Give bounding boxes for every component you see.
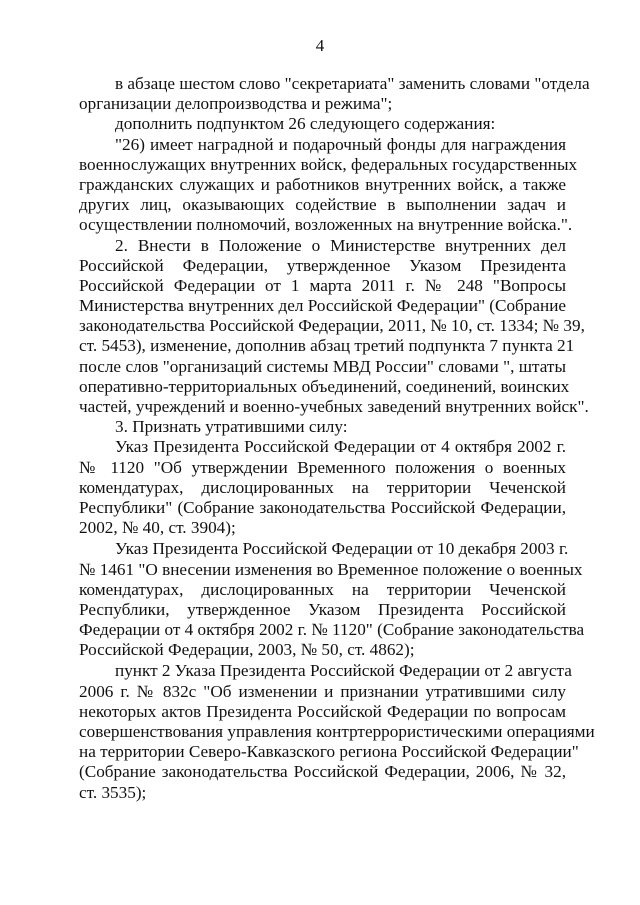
paragraph-ukaz-1120 — [79, 437, 566, 538]
text-line: пункт 2 Указа Президента Российской Федерации от 2 августа — [115, 661, 572, 681]
text-line: Министерства внутренних дел Российской Федерации" (Собрание — [79, 296, 567, 316]
text-line: комендатурах, дислоцированных на территории Чеченской — [79, 477, 566, 497]
paragraph-punkt-3 — [79, 417, 566, 437]
text-line: некоторых актов Президента Российской Федерации по вопросам — [79, 701, 566, 721]
page-number: 4 — [315, 36, 325, 55]
text-line: на территории Северо-Кавказского региона Российской Федерации" — [79, 742, 579, 762]
text-line: ст. 3535); — [79, 782, 147, 802]
paragraph-dopolnit-podpunktom — [79, 114, 566, 134]
text-line: оперативно-территориальных объединений, соединений, воинских — [79, 376, 570, 396]
text-line: № 1120 "Об утверждении Временного положения о военных — [79, 457, 566, 477]
text-line: частей, учреждений и военно-учебных заведений внутренних войск". — [79, 397, 589, 416]
text-line: 2. Внести в Положение о Министерстве внутренних дел — [115, 235, 566, 255]
paragraph-ukaz-1461 — [79, 539, 585, 660]
text-line: организации делопроизводства и режима"; — [79, 94, 393, 114]
paragraph-punkt-2 — [79, 235, 589, 418]
text-line: ст. 5453), изменение, дополнив абзац третий подпункта 7 пункта 21 — [79, 336, 575, 356]
text-line: Федерации от 4 октября 2002 г. № 1120" (Собрание законодательства — [79, 620, 585, 640]
text-line: Республики" (Собрание законодательства Российской Федерации, — [79, 497, 566, 517]
text-line: других лиц, оказывающих содействие в выполнении задач и — [79, 195, 566, 215]
text-line: Указ Президента Российской Федерации от 4 октября 2002 г. — [115, 437, 566, 457]
text-line: Российской Федерации от 1 марта 2011 г. № 248 "Вопросы — [79, 275, 566, 295]
document-body — [79, 74, 595, 803]
text-line: в абзаце шестом слово "секретариата" заменить словами "отдела — [115, 74, 590, 93]
paragraph-podpunkt-26 — [79, 134, 578, 236]
text-line: (Собрание законодательства Российской Федерации, 2006, № 32, — [79, 762, 566, 782]
text-line: 2002, № 40, ст. 3904); — [79, 518, 236, 538]
text-line: после слов "организаций системы МВД России" словами ", штаты — [79, 356, 566, 376]
text-line: военнослужащих внутренних войск, федеральных государственных — [79, 154, 578, 174]
text-line: Российской Федерации, 2003, № 50, ст. 4862); — [79, 640, 415, 660]
text-line: № 1461 "О внесении изменения во Временное положение о военных — [79, 559, 583, 579]
text-line: совершенствования управления контртеррористическими операциями — [79, 722, 595, 741]
text-line: дополнить подпунктом 26 следующего содержания: — [115, 114, 496, 134]
text-line: комендатурах, дислоцированных на территории Чеченской — [79, 579, 566, 599]
text-line: "26) имеет наградной и подарочный фонды для награждения — [115, 134, 566, 154]
text-line: Российской Федерации, утвержденное Указом Президента — [79, 255, 566, 275]
paragraph-ukaz-832s — [79, 661, 595, 802]
text-line: Указ Президента Российской Федерации от 10 декабря 2003 г. — [115, 539, 569, 559]
paragraph-abzac-shestoy — [79, 74, 590, 114]
text-line: гражданских служащих и работников внутренних войск, а также — [79, 174, 566, 194]
text-line: 2006 г. № 832с "Об изменении и признании утратившими силу — [79, 681, 566, 701]
text-line: 3. Признать утратившими силу: — [115, 417, 348, 437]
text-line: законодательства Российской Федерации, 2011, № 10, ст. 1334; № 39, — [79, 316, 585, 336]
text-line: осуществлении полномочий, возложенных на внутренние войска.". — [79, 215, 573, 235]
text-line: Республики, утвержденное Указом Президента Российской — [79, 599, 566, 619]
